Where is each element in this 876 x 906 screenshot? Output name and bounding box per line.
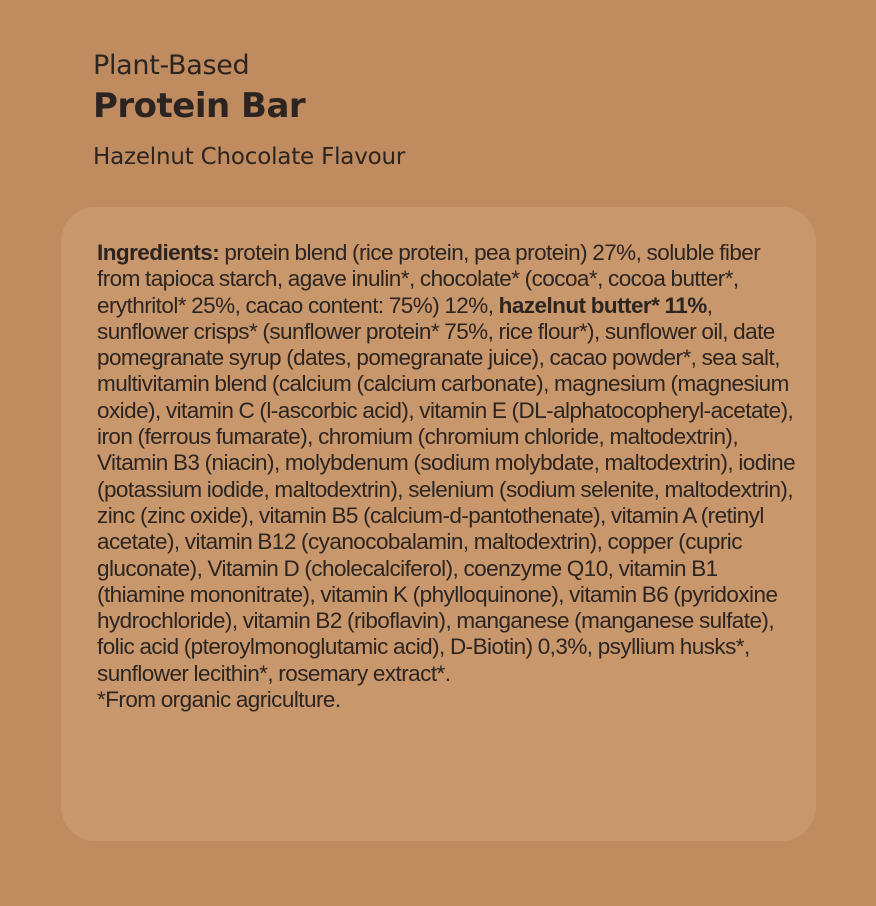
ingredients-list-part1: protein blend (rice protein, pea protein) 27%, soluble fiber from tapioca starch, agave inulin*, chocolate* (cocoa*, cocoa butter*, erythritol* 25%, cacao content: 75%) 12%,	[97, 240, 761, 318]
ingredients-list-part2: , sunflower crisps* (sunflower protein* 75%, rice flour*), sunflower oil, date pomegranate syrup (dates, pomegranate juice), cacao powder*, sea salt, multivitamin blend (calcium (calcium carbonate), magnesium (magnesium oxide), vitamin C (l-ascorbic acid), vitamin E (DL-alphatocopheryl-acetate), iron (ferrous fumarate), chromium (chromium chloride, maltodextrin), Vitamin B3 (niacin), molybdenum (sodium molybdate, maltodextrin), iodine (potassium iodide, maltodextrin), selenium (sodium selenite, maltodextrin), zinc (zinc oxide), vitamin B5 (calcium-d-pantothenate), vitamin A (retinyl acetate), vitamin B12 (cyanocobalamin, maltodextrin), copper (cupric gluconate), Vitamin D (cholecalciferol), coenzyme Q10, vitamin B1 (thiamine mononitrate), vitamin K (phylloquinone), vitamin B6 (pyridoxine hydrochloride), vitamin B2 (riboflavin), manganese (manganese sulfate), folic acid (pteroylmonoglutamic acid), D-Biotin) 0,3%, psyllium husks*, sunflower lecithin*, rosemary extract*.	[97, 292, 796, 686]
organic-footnote: *From organic agriculture.	[97, 687, 341, 713]
ingredients-text	[97, 240, 797, 713]
product-title: Protein Bar	[93, 86, 306, 126]
product-flavour: Hazelnut Chocolate Flavour	[93, 144, 406, 170]
product-category: Plant-Based	[93, 50, 250, 81]
product-header	[93, 48, 405, 172]
ingredients-label: Ingredients:	[97, 240, 220, 265]
ingredients-highlight: hazelnut butter* 11%	[498, 292, 707, 318]
